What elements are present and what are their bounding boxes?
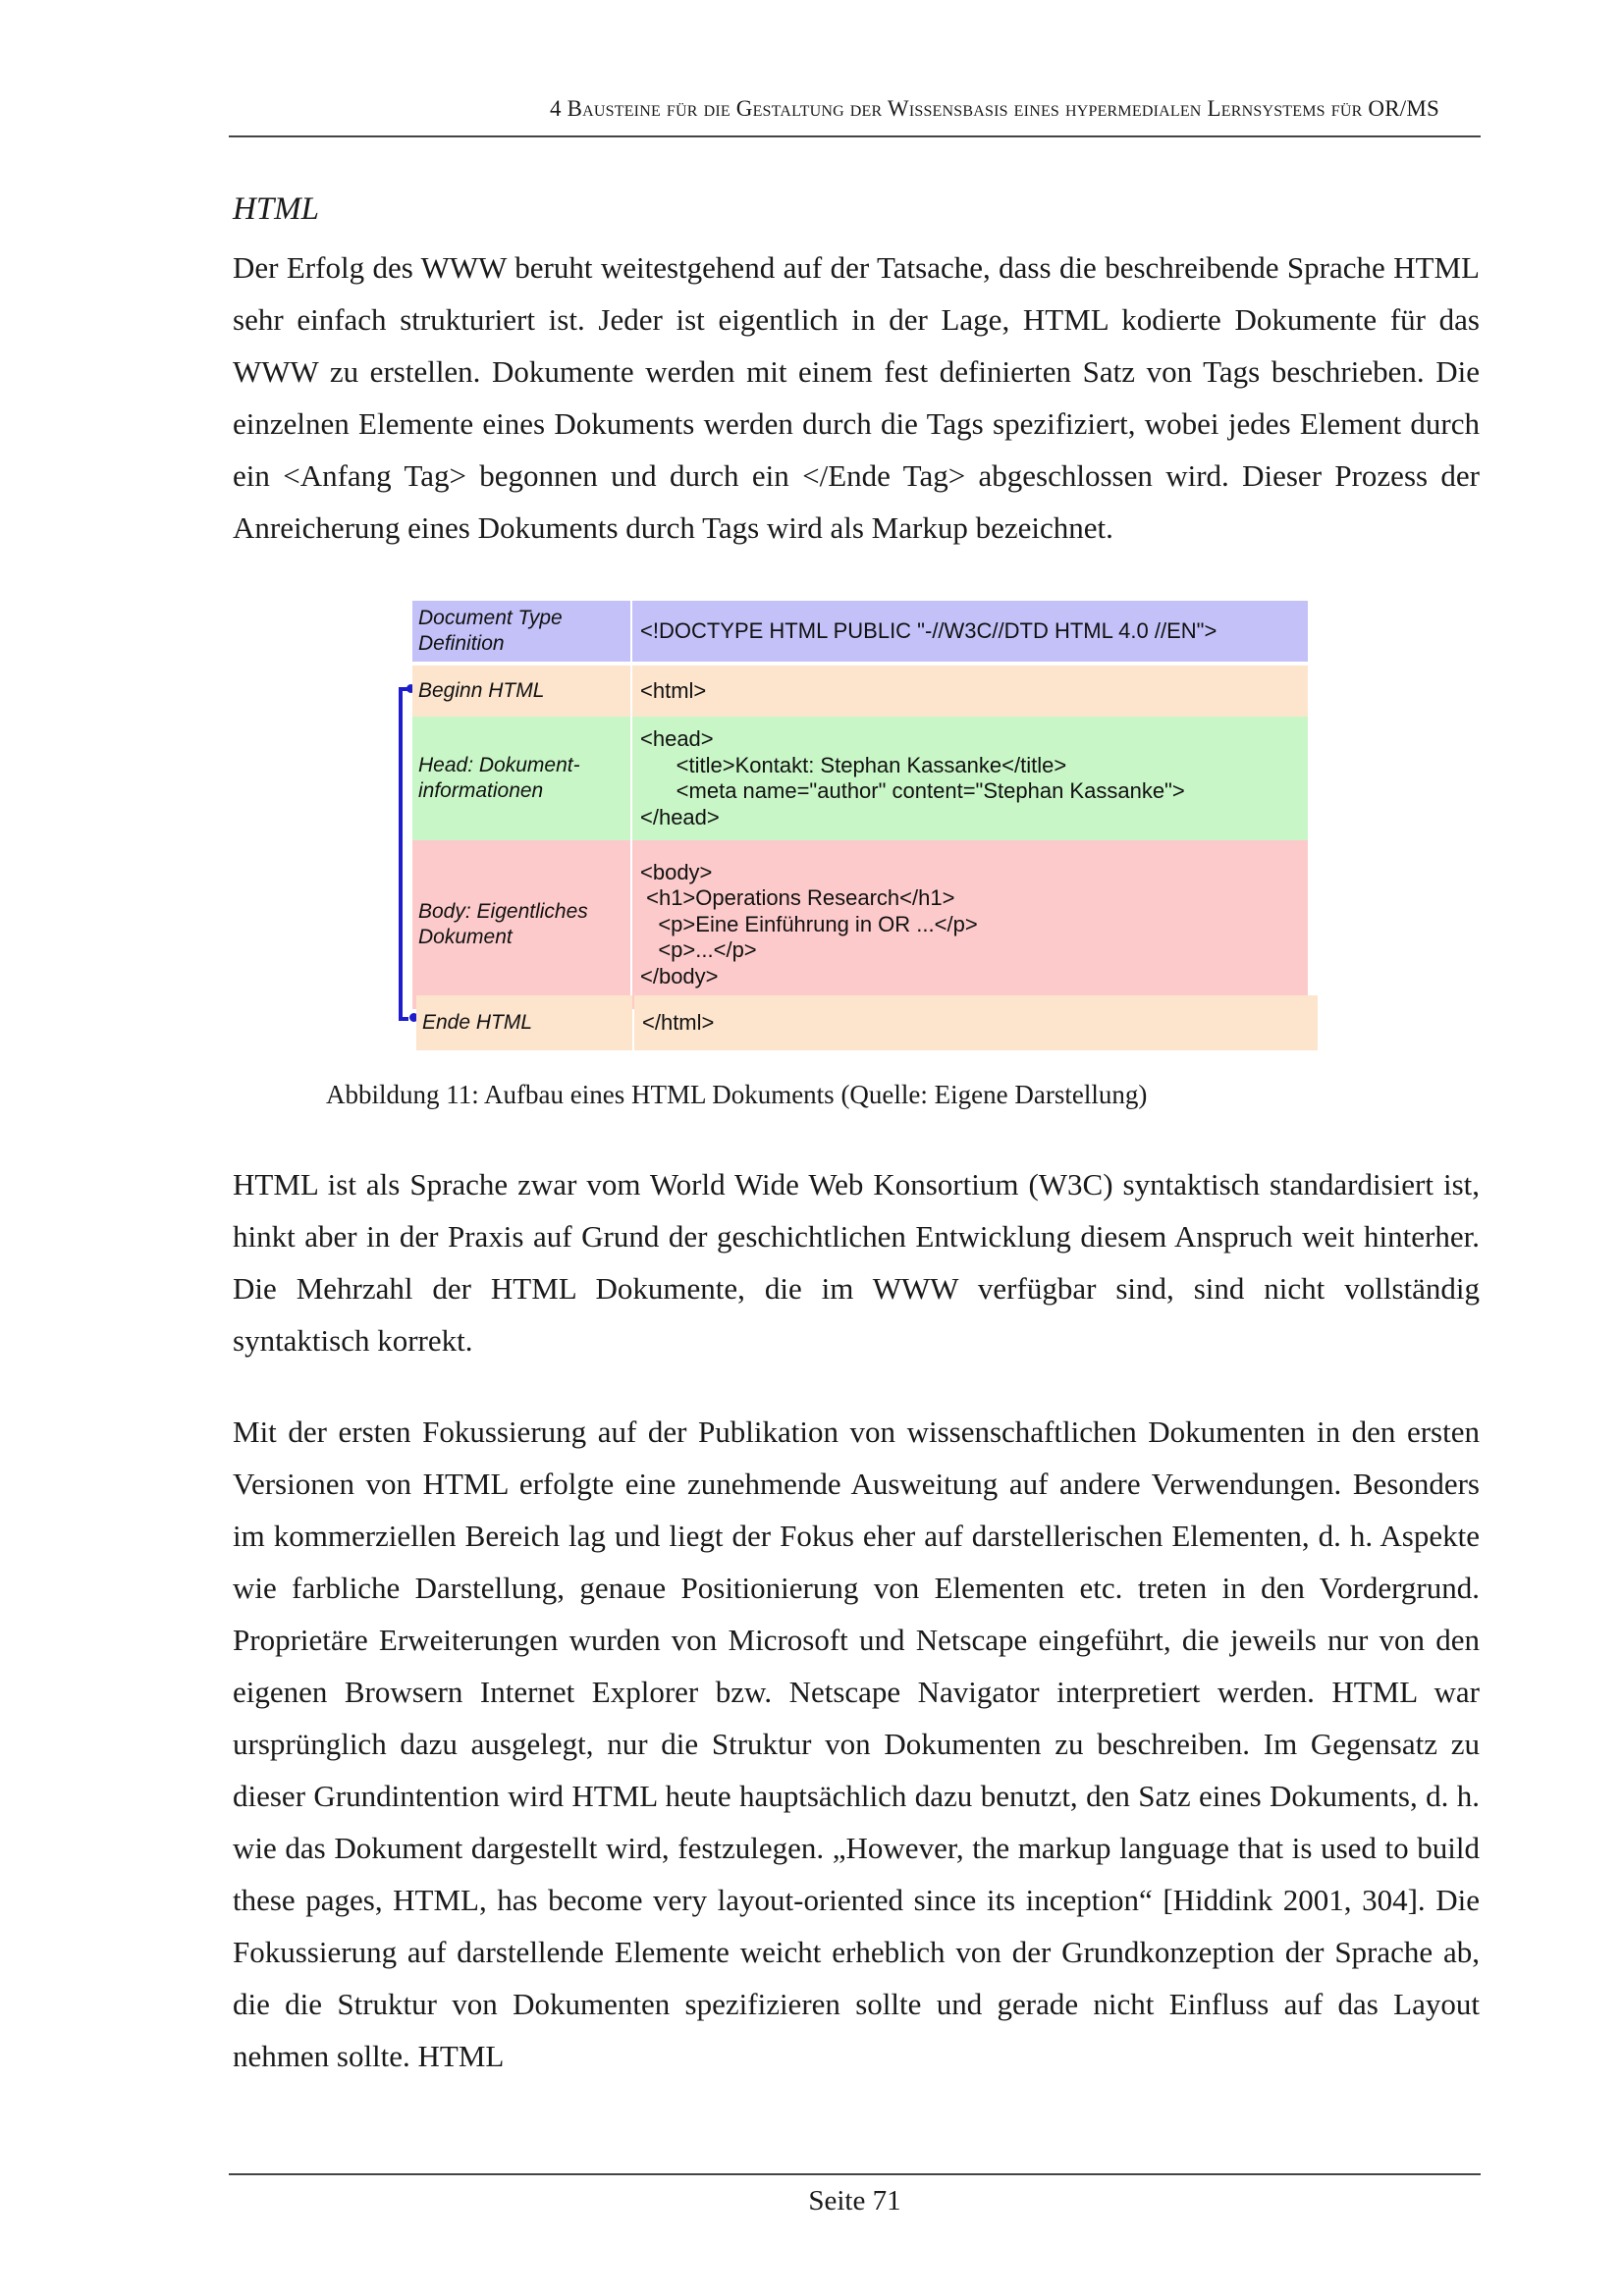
page-footer [229,2173,1481,2216]
code-line: </body> [640,963,719,988]
figure-row-end [416,995,1318,1050]
figure-label-html: Beginn HTML [412,666,630,717]
figure-code-html [632,666,1308,717]
figure-code-doctype [632,601,1308,662]
code-line: </html> [642,1009,715,1035]
running-header-text: 4 Bausteine für die Gestaltung der Wissensbasis eines hypermedialen Lernsystems für OR/MS [549,96,1439,121]
figure-label-body: Body: Eigentliches Dokument [412,840,630,1009]
figure-row-doctype [412,601,1308,662]
code-line: </head> [640,804,720,829]
figure-row-body [412,840,1308,1009]
code-line: <!DOCTYPE HTML PUBLIC "-//W3C//DTD HTML 4.0 //EN"> [640,617,1217,643]
code-line: <html> [640,677,707,703]
page-number: Seite 71 [808,2185,901,2216]
paragraph-1: Der Erfolg des WWW beruht weitestgehend auf der Tatsache, dass die beschreibende Sprache HTML sehr einfach strukturiert ist. Jeder ist eigentlich in der Lage, HTML kodierte Dokumente für das WWW zu erstellen. Dokumente werden mit einem fest definierten Satz von Tags beschrieben. Die einzelnen Elemente eines Dokuments werden durch die Tags spezifiziert, wobei jedes Element durch ein <Anfang Tag> begonnen und durch ein </Ende Tag> abgeschlossen wird. Dieser Prozess der Anreicherung eines Dokuments durch Tags wird als Markup bezeichnet. [233,250,1480,545]
figure-code-body [632,840,1308,1009]
figure-row-html [412,666,1308,717]
section-heading: HTML [233,191,320,227]
figure-code-head [632,717,1308,840]
figure-label-doctype: Document Type Definition [412,601,630,662]
code-line: <head> [640,726,714,751]
figure-row-head [412,717,1308,840]
figure-label-end: Ende HTML [416,995,632,1050]
paragraph-2: HTML ist als Sprache zwar vom World Wide Web Konsortium (W3C) syntaktisch standardisiert ist, hinkt aber in der Praxis auf Grund der geschichtlichen Entwicklung diesem Anspruch weit hinterher. Die Mehrzahl der HTML Dokumente, die im WWW verfügbar sind, sind nicht vollständig syntaktisch korrekt. [233,1167,1480,1358]
code-line: <h1>Operations Research</h1> [640,885,955,911]
running-header [229,88,1481,137]
code-line: <p>...</p> [640,937,757,963]
code-line: <title>Kontakt: Stephan Kassanke</title> [640,752,1067,777]
html-bracket [399,687,408,1021]
figure-caption: Abbildung 11: Aufbau eines HTML Dokuments (Quelle: Eigene Darstellung) [326,1080,1148,1109]
code-line: <body> [640,859,713,884]
figure-code-end [634,995,1318,1050]
code-line: <p>Eine Einführung in OR ...</p> [640,911,978,936]
figure-label-head: Head: Dokument-informationen [412,717,630,840]
paragraph-3: Mit der ersten Fokussierung auf der Publikation von wissenschaftlichen Dokumenten in den ersten Versionen von HTML erfolgte eine zunehmende Ausweitung auf andere Verwendungen. Besonders im kommerziellen Bereich lag und liegt der Fokus eher auf darstellerischen Elementen, d. h. Aspekte wie farbliche Darstellung, genaue Positionierung von Elementen etc. treten in den Vordergrund. Proprietäre Erweiterungen wurden von Microsoft und Netscape eingeführt, die jeweils nur von den eigenen Browsern Internet Explorer bzw. Netscape Navigator interpretiert werden. HTML war ursprünglich dazu ausgelegt, nur die Struktur von Dokumenten zu beschreiben. Im Gegensatz zu dieser Grundintention wird HTML heute hauptsächlich dazu benutzt, den Satz eines Dokuments, d. h. wie das Dokument dargestellt wird, festzulegen. „However, the markup language that is used to build these pages, HTML, has become very layout-oriented since its inception“ [Hiddink 2001, 304]. Die Fokussierung auf darstellende Elemente weicht erheblich von der Grundkonzeption der Sprache ab, die die Struktur von Dokumenten spezifizieren sollte und gerade nicht Einfluss auf das Layout nehmen sollte. HTML [233,1415,1480,2073]
html-structure-figure [412,601,1316,1052]
code-line: <meta name="author" content="Stephan Kassanke"> [640,778,1185,803]
